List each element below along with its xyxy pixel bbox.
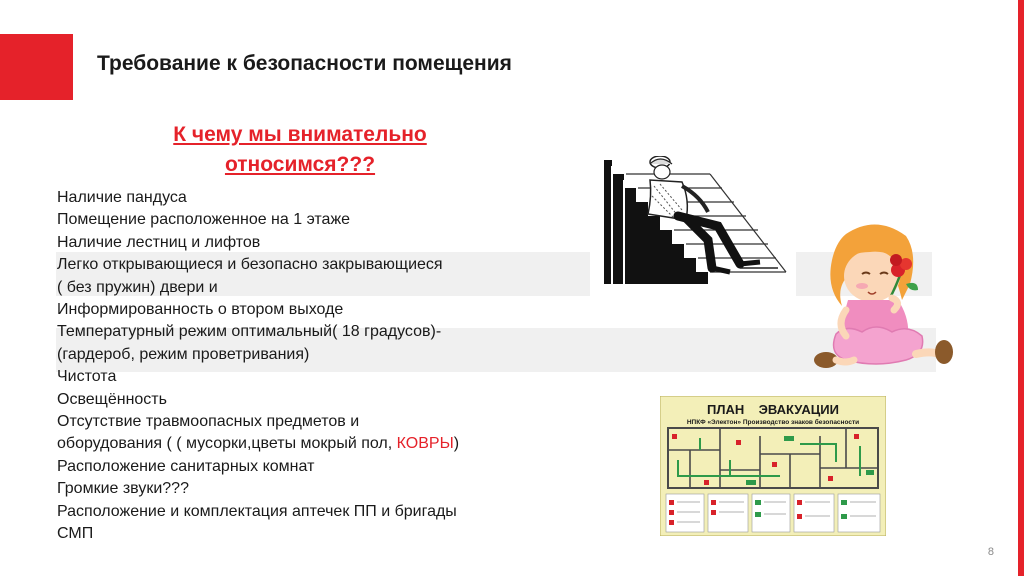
list-item: Наличие пандуса	[57, 189, 187, 206]
list-item: Расположение и комплектация аптечек ПП и бригады	[57, 502, 457, 520]
list-item: Чистота	[57, 368, 117, 386]
stairs-illustration	[590, 156, 796, 312]
slide-subtitle	[130, 120, 470, 180]
list-item: Отсутствие травмоопасных предметов и	[57, 413, 360, 431]
list-item: Наличие лестниц и лифтов	[57, 233, 261, 251]
requirements-list	[57, 187, 459, 546]
red-edge-stripe	[1018, 0, 1024, 576]
plan-title: ПЛАН ЭВАКУАЦИИ	[706, 402, 840, 417]
equipment-text-end: )	[453, 435, 460, 453]
plan-subtitle: НПКФ «Электон» Производство знаков безопасности	[686, 419, 860, 426]
slide-title: Требование к безопасности помещения	[97, 52, 512, 75]
equipment-text: оборудования ( ( мусорки,цветы мокрый пол,	[57, 435, 397, 453]
list-item: Громкие звуки???	[57, 480, 189, 498]
list-item: Освещённость	[57, 390, 167, 408]
page-number: 8	[987, 546, 994, 558]
carpets-highlight: КОВРЫ	[396, 435, 454, 453]
list-item: Помещение расположенное на 1 этаже	[57, 211, 351, 229]
girl-smelling-flower-illustration	[806, 214, 956, 382]
list-item: Расположение санитарных комнат	[57, 457, 315, 475]
list-item: СМП	[57, 525, 94, 543]
list-item	[57, 433, 459, 455]
red-accent-block	[0, 34, 73, 100]
list-item: Температурный режим оптимальный( 18 градусов)-	[57, 323, 442, 341]
subtitle-line-1: К чему мы внимательно	[173, 123, 427, 146]
list-item: Информированность о втором выходе	[57, 301, 344, 319]
subtitle-line-2: относимся???	[224, 153, 376, 176]
list-item: ( без пружин) двери и	[57, 278, 218, 296]
list-item: (гардероб, режим проветривания)	[57, 345, 310, 363]
evacuation-plan-poster	[660, 396, 886, 536]
list-item: Легко открывающиеся и безопасно закрывающиеся	[57, 256, 443, 274]
